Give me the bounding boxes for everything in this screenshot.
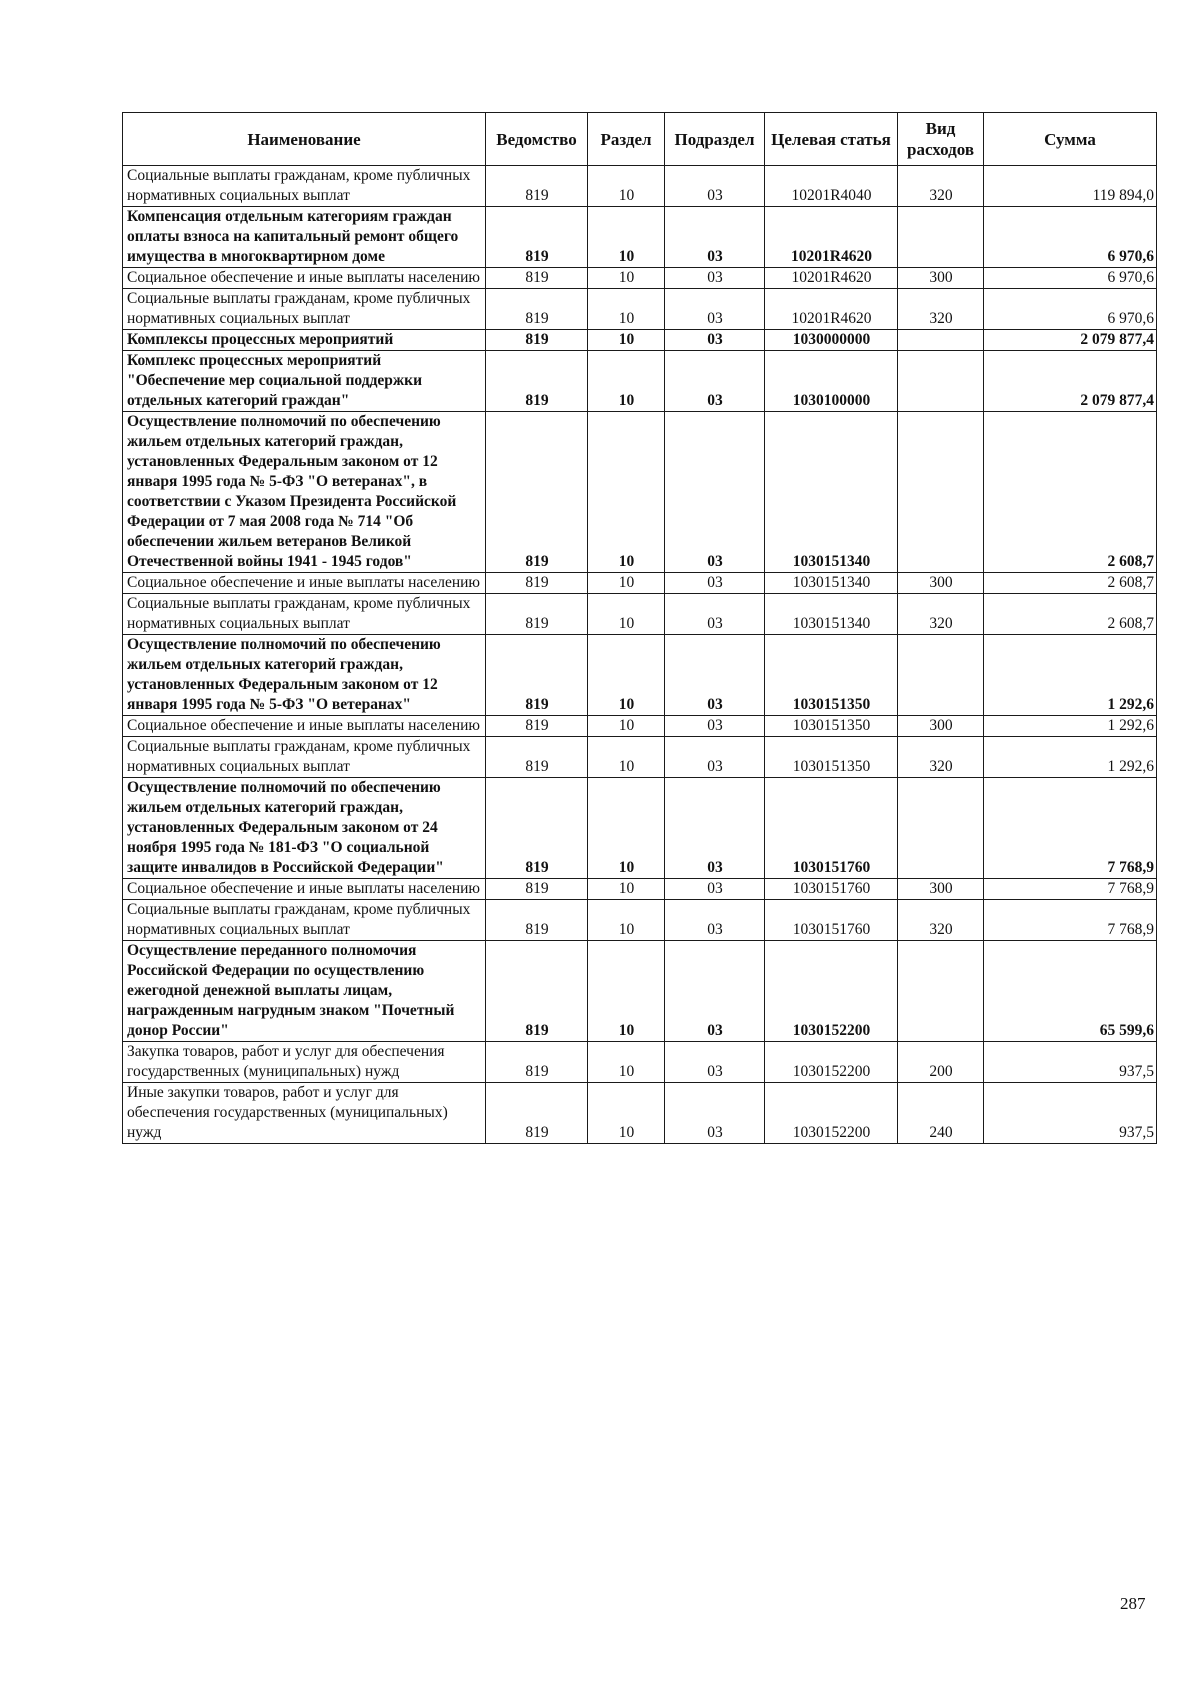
cell-section: 10	[588, 166, 665, 207]
cell-sum: 2 608,7	[984, 594, 1157, 635]
table-row	[123, 1042, 1157, 1083]
cell-dept: 819	[486, 716, 588, 737]
cell-target: 1030151350	[765, 635, 898, 716]
cell-section: 10	[588, 635, 665, 716]
cell-subsection: 03	[665, 268, 765, 289]
table-row	[123, 594, 1157, 635]
cell-dept: 819	[486, 166, 588, 207]
cell-subsection: 03	[665, 289, 765, 330]
cell-section: 10	[588, 573, 665, 594]
table-row	[123, 879, 1157, 900]
cell-sum: 65 599,6	[984, 941, 1157, 1042]
cell-target: 1030152200	[765, 1042, 898, 1083]
cell-sum: 1 292,6	[984, 635, 1157, 716]
cell-name: Социальные выплаты гражданам, кроме публичных нормативных социальных выплат	[123, 900, 486, 941]
cell-type	[898, 330, 984, 351]
cell-type: 320	[898, 166, 984, 207]
cell-target: 1030100000	[765, 351, 898, 412]
cell-section: 10	[588, 412, 665, 573]
cell-section: 10	[588, 289, 665, 330]
cell-dept: 819	[486, 268, 588, 289]
cell-target: 1030151760	[765, 778, 898, 879]
cell-target: 1030151340	[765, 573, 898, 594]
table-row	[123, 289, 1157, 330]
cell-sum: 937,5	[984, 1083, 1157, 1144]
header-subsection: Подраздел	[665, 113, 765, 166]
cell-section: 10	[588, 879, 665, 900]
cell-subsection: 03	[665, 900, 765, 941]
table-row	[123, 412, 1157, 573]
cell-section: 10	[588, 716, 665, 737]
cell-name: Комплекс процессных мероприятий "Обеспечение мер социальной поддержки отдельных категорий граждан"	[123, 351, 486, 412]
cell-type: 300	[898, 716, 984, 737]
header-sum: Сумма	[984, 113, 1157, 166]
cell-dept: 819	[486, 941, 588, 1042]
cell-dept: 819	[486, 737, 588, 778]
cell-name: Социальные выплаты гражданам, кроме публичных нормативных социальных выплат	[123, 289, 486, 330]
cell-subsection: 03	[665, 1083, 765, 1144]
cell-target: 10201R4620	[765, 268, 898, 289]
cell-sum: 1 292,6	[984, 716, 1157, 737]
cell-target: 1030151350	[765, 716, 898, 737]
cell-target: 1030152200	[765, 941, 898, 1042]
table-header-row	[123, 113, 1157, 166]
table-row	[123, 351, 1157, 412]
cell-type: 320	[898, 594, 984, 635]
cell-section: 10	[588, 1083, 665, 1144]
table-row	[123, 737, 1157, 778]
cell-section: 10	[588, 351, 665, 412]
cell-type	[898, 941, 984, 1042]
cell-section: 10	[588, 941, 665, 1042]
cell-sum: 6 970,6	[984, 207, 1157, 268]
cell-type: 320	[898, 737, 984, 778]
cell-subsection: 03	[665, 573, 765, 594]
cell-section: 10	[588, 778, 665, 879]
cell-dept: 819	[486, 1083, 588, 1144]
table-row	[123, 716, 1157, 737]
cell-name: Компенсация отдельным категориям граждан оплаты взноса на капитальный ремонт общего имущества в многоквартирном доме	[123, 207, 486, 268]
header-name: Наименование	[123, 113, 486, 166]
cell-sum: 6 970,6	[984, 289, 1157, 330]
cell-dept: 819	[486, 594, 588, 635]
cell-sum: 2 608,7	[984, 573, 1157, 594]
cell-subsection: 03	[665, 635, 765, 716]
cell-name: Осуществление полномочий по обеспечению жильем отдельных категорий граждан, установленных Федеральным законом от 24 ноября 1995 года № 181-ФЗ "О социальной защите инвалидов в Российской Федерации"	[123, 778, 486, 879]
cell-sum: 7 768,9	[984, 900, 1157, 941]
cell-target: 1030151340	[765, 594, 898, 635]
cell-name: Социальное обеспечение и иные выплаты населению	[123, 573, 486, 594]
cell-subsection: 03	[665, 941, 765, 1042]
cell-sum: 6 970,6	[984, 268, 1157, 289]
cell-type	[898, 351, 984, 412]
cell-dept: 819	[486, 1042, 588, 1083]
table-row	[123, 573, 1157, 594]
cell-target: 1030000000	[765, 330, 898, 351]
cell-type: 320	[898, 900, 984, 941]
table-row	[123, 1083, 1157, 1144]
cell-dept: 819	[486, 330, 588, 351]
cell-subsection: 03	[665, 716, 765, 737]
cell-sum: 937,5	[984, 1042, 1157, 1083]
cell-name: Социальные выплаты гражданам, кроме публичных нормативных социальных выплат	[123, 737, 486, 778]
table-row	[123, 207, 1157, 268]
cell-name: Закупка товаров, работ и услуг для обеспечения государственных (муниципальных) нужд	[123, 1042, 486, 1083]
header-section: Раздел	[588, 113, 665, 166]
table-row	[123, 778, 1157, 879]
cell-subsection: 03	[665, 1042, 765, 1083]
cell-type	[898, 778, 984, 879]
cell-sum: 2 608,7	[984, 412, 1157, 573]
cell-name: Осуществление полномочий по обеспечению жильем отдельных категорий граждан, установленных Федеральным законом от 12 января 1995 года № 5-ФЗ "О ветеранах", в соответствии с Указом Президента Российской Федерации от 7 мая 2008 года № 714 "Об обеспечении жильем ветеранов Великой Отечественной войны 1941 - 1945 годов"	[123, 412, 486, 573]
cell-target: 1030152200	[765, 1083, 898, 1144]
cell-section: 10	[588, 268, 665, 289]
cell-section: 10	[588, 900, 665, 941]
table-row	[123, 330, 1157, 351]
cell-type	[898, 207, 984, 268]
cell-name: Комплексы процессных мероприятий	[123, 330, 486, 351]
cell-subsection: 03	[665, 166, 765, 207]
cell-type: 300	[898, 268, 984, 289]
cell-target: 1030151350	[765, 737, 898, 778]
cell-name: Иные закупки товаров, работ и услуг для обеспечения государственных (муниципальных) нужд	[123, 1083, 486, 1144]
cell-name: Социальное обеспечение и иные выплаты населению	[123, 879, 486, 900]
cell-target: 1030151340	[765, 412, 898, 573]
cell-target: 1030151760	[765, 879, 898, 900]
header-type: Вид расходов	[898, 113, 984, 166]
cell-sum: 1 292,6	[984, 737, 1157, 778]
cell-name: Социальные выплаты гражданам, кроме публичных нормативных социальных выплат	[123, 166, 486, 207]
table-row	[123, 268, 1157, 289]
cell-section: 10	[588, 1042, 665, 1083]
cell-dept: 819	[486, 351, 588, 412]
cell-sum: 119 894,0	[984, 166, 1157, 207]
cell-subsection: 03	[665, 412, 765, 573]
cell-sum: 7 768,9	[984, 778, 1157, 879]
cell-section: 10	[588, 207, 665, 268]
cell-section: 10	[588, 330, 665, 351]
cell-name: Социальное обеспечение и иные выплаты населению	[123, 268, 486, 289]
cell-subsection: 03	[665, 330, 765, 351]
cell-sum: 7 768,9	[984, 879, 1157, 900]
cell-target: 10201R4620	[765, 289, 898, 330]
cell-subsection: 03	[665, 351, 765, 412]
table-row	[123, 941, 1157, 1042]
cell-subsection: 03	[665, 207, 765, 268]
cell-name: Осуществление полномочий по обеспечению жильем отдельных категорий граждан, установленных Федеральным законом от 12 января 1995 года № 5-ФЗ "О ветеранах"	[123, 635, 486, 716]
cell-name: Социальные выплаты гражданам, кроме публичных нормативных социальных выплат	[123, 594, 486, 635]
cell-dept: 819	[486, 573, 588, 594]
table-row	[123, 900, 1157, 941]
cell-dept: 819	[486, 900, 588, 941]
cell-type: 300	[898, 573, 984, 594]
table-row	[123, 166, 1157, 207]
cell-target: 10201R4040	[765, 166, 898, 207]
budget-table	[122, 112, 1157, 1144]
cell-type	[898, 635, 984, 716]
cell-dept: 819	[486, 879, 588, 900]
cell-subsection: 03	[665, 879, 765, 900]
cell-section: 10	[588, 594, 665, 635]
header-target: Целевая статья	[765, 113, 898, 166]
cell-type: 240	[898, 1083, 984, 1144]
cell-sum: 2 079 877,4	[984, 330, 1157, 351]
cell-dept: 819	[486, 207, 588, 268]
table-row	[123, 635, 1157, 716]
cell-type: 300	[898, 879, 984, 900]
cell-sum: 2 079 877,4	[984, 351, 1157, 412]
cell-section: 10	[588, 737, 665, 778]
cell-subsection: 03	[665, 737, 765, 778]
cell-subsection: 03	[665, 778, 765, 879]
cell-dept: 819	[486, 635, 588, 716]
cell-dept: 819	[486, 778, 588, 879]
cell-dept: 819	[486, 289, 588, 330]
cell-dept: 819	[486, 412, 588, 573]
page-number: 287	[1120, 1594, 1146, 1613]
cell-target: 1030151760	[765, 900, 898, 941]
cell-name: Социальное обеспечение и иные выплаты населению	[123, 716, 486, 737]
cell-name: Осуществление переданного полномочия Российской Федерации по осуществлению ежегодной денежной выплаты лицам, награжденным нагрудным знаком "Почетный донор России"	[123, 941, 486, 1042]
cell-target: 10201R4620	[765, 207, 898, 268]
cell-type: 320	[898, 289, 984, 330]
cell-type: 200	[898, 1042, 984, 1083]
cell-subsection: 03	[665, 594, 765, 635]
header-dept: Ведомство	[486, 113, 588, 166]
cell-type	[898, 412, 984, 573]
